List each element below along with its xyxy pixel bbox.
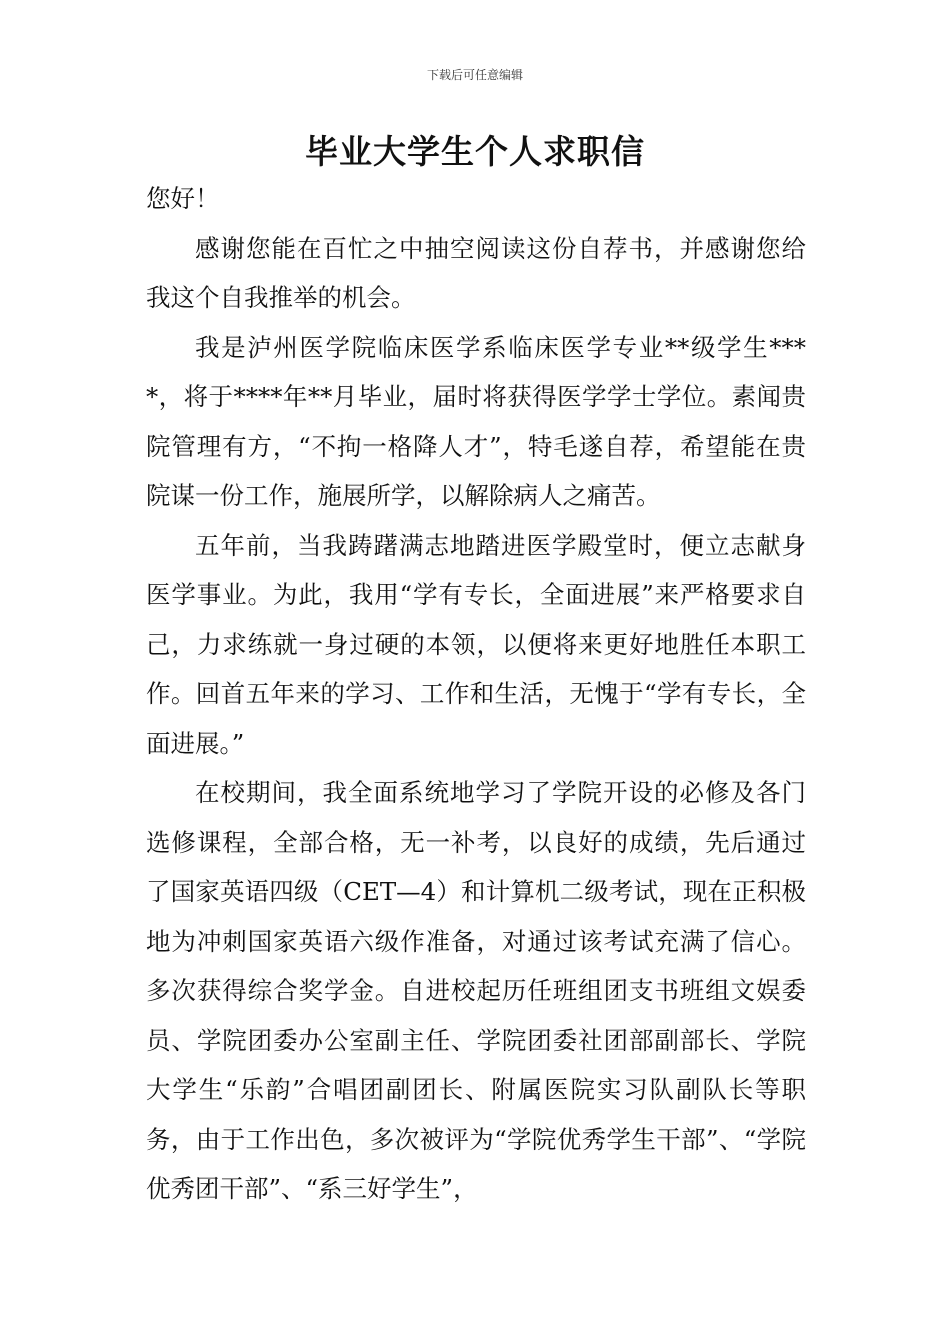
page-header-note: 下载后可任意编辑	[426, 68, 523, 82]
document-body	[146, 174, 806, 1214]
paragraph-thanks: 感谢您能在百忙之中抽空阅读这份自荐书，并感谢您给我这个自我推举的机会。	[146, 233, 806, 312]
greeting: 您好！	[146, 184, 220, 213]
paragraph-introduction: 我是泸州医学院临床医学系临床医学专业**级学生****，将于****年**月毕业，届时将获得医学学士学位。素闻贵院管理有方，“不拘一格降人才”，特毛遂自荐，希望能在贵院谋一份工作，施展所学，以解除病人之痛苦。	[146, 332, 806, 510]
paragraph-achievements: 在校期间，我全面系统地学习了学院开设的必修及各门选修课程，全部合格，无一补考，以良好的成绩，先后通过了国家英语四级（CET—4）和计算机二级考试，现在正积极地为冲刺国家英语六级作准备，对通过该考试充满了信心。多次获得综合奖学金。自进校起历任班组团支书班组文娱委员、学院团委办公室副主任、学院团委社团部副部长、学院大学生“乐韵”合唱团副团长、附属医院实习队副队长等职务，由于工作出色，多次被评为“学院优秀学生干部”、“学院优秀团干部”、“系三好学生”，	[146, 778, 806, 1203]
paragraph-motivation: 五年前，当我踌躇满志地踏进医学殿堂时，便立志献身医学事业。为此，我用“学有专长，全面进展”来严格要求自己，力求练就一身过硬的本领，以便将来更好地胜任本职工作。回首五年来的学习、工作和生活，无愧于“学有专长，全面进展。”	[146, 530, 806, 758]
document-title: 毕业大学生个人求职信	[305, 132, 645, 171]
